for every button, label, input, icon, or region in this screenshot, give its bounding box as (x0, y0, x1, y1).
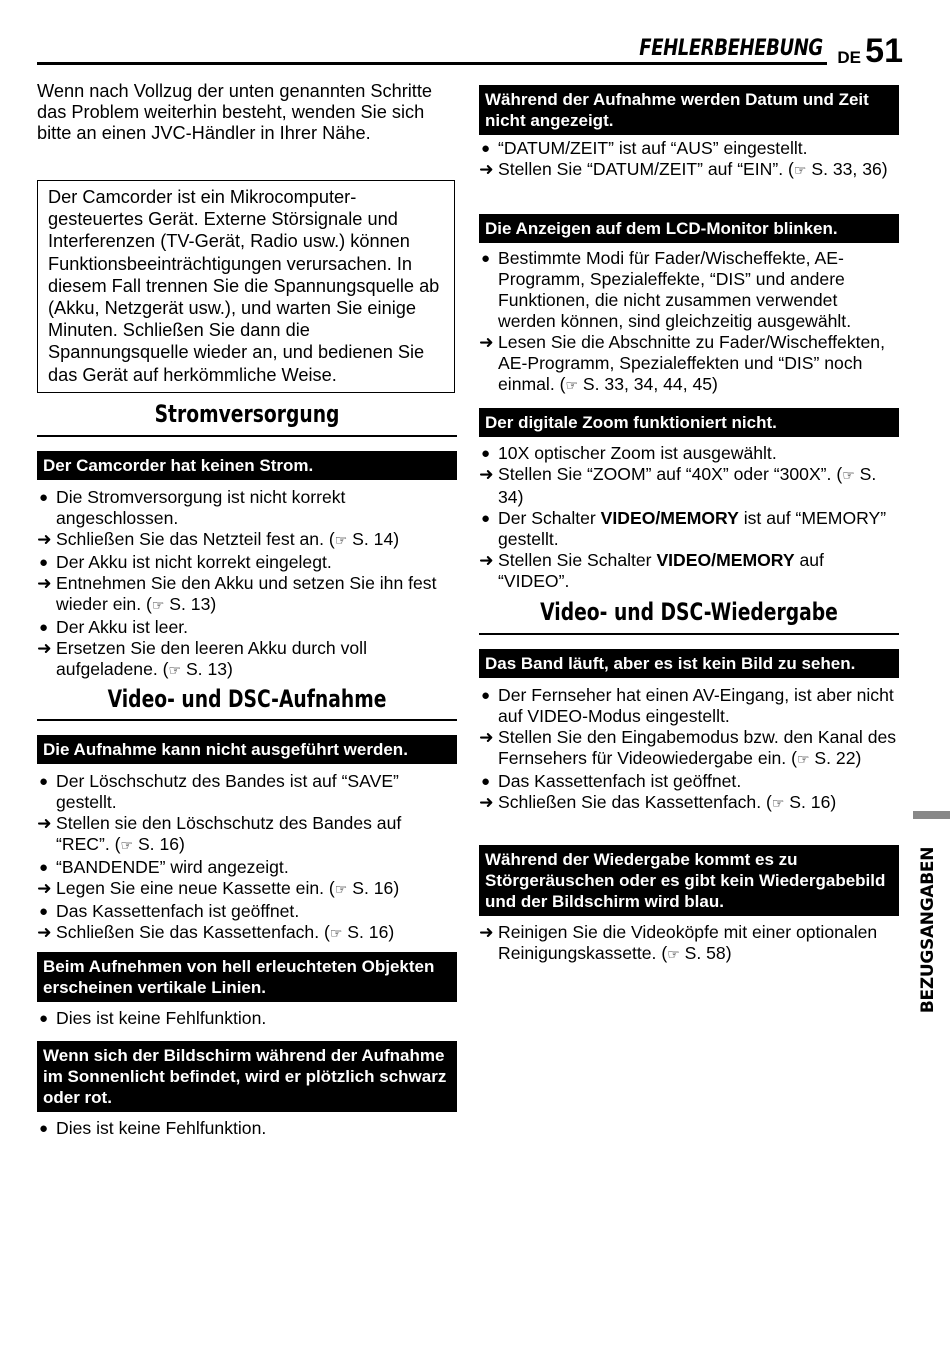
list-item: ➜ Stellen sie den Löschschutz des Bandes auf “REC”. (☞ S. 16) (37, 813, 402, 854)
list-item: ● Der Akku ist leer. (39, 617, 189, 637)
list-item: ● 10X optischer Zoom ist ausgewählt. (481, 443, 777, 463)
list-item: ➜ Stellen Sie den Eingabemodus bzw. den Kanal des Fernsehers für Videowiedergabe ein. (☞ S. 22) (479, 727, 897, 768)
list-item: ➜ Ersetzen Sie den leeren Akku durch voll aufgeladene. (☞ S. 13) (37, 638, 368, 679)
section-rule (37, 719, 457, 721)
list-item: ● Der Akku ist nicht korrekt eingelegt. (39, 552, 332, 572)
problem-title-vertical-lines: Beim Aufnehmen von hell erleuchteten Objekten erscheinen vertikale Linien. (37, 952, 457, 1002)
page-number: 51 (865, 32, 903, 70)
problem-list-vertical-lines (37, 1008, 457, 1029)
list-item: ➜ Schließen Sie das Netzteil fest an. (☞ S. 14) (37, 529, 400, 549)
side-tab-label: BEZUGSANGABEN (918, 846, 938, 1014)
problem-title-lcd-blink: Die Anzeigen auf dem LCD-Monitor blinken. (479, 214, 899, 243)
list-item: ● Dies ist keine Fehlfunktion. (39, 1118, 267, 1138)
list-item: ➜ Reinigen Sie die Videoköpfe mit einer optionalen Reinigungskassette. (☞ S. 58) (479, 922, 878, 963)
problem-list-no-picture (479, 685, 899, 815)
problem-list-lcd-blink (479, 248, 899, 397)
problem-list-digital-zoom (479, 443, 899, 592)
page-header (37, 34, 905, 70)
problem-list-no-power (37, 487, 457, 682)
section-title-power: Stromversorgung (154, 400, 340, 428)
list-item: ● Das Kassettenfach ist geöffnet. (39, 901, 300, 921)
note-box: Der Camcorder ist ein Mikrocomputer-gesteuertes Gerät. Externe Störsignale und Interferenzen (TV-Gerät, Radio usw.) können Funktionsbeeinträchtigungen verursachen. In diesem Fall trennen Sie die Spannungsquelle ab (Akku, Netzgerät usw.), und warten Sie einige Minuten. Schließen Sie dann die Spannungsquelle wieder an, und bedienen Sie das Gerät auf herkömmliche Weise. (37, 180, 455, 393)
section-title-recording: Video- und DSC-Aufnahme (107, 685, 387, 713)
header-title: FEHLERBEHEBUNG (639, 36, 823, 61)
list-item: ● Der Fernseher hat einen AV-Eingang, ist aber nicht auf VIDEO-Modus eingestellt. (481, 685, 894, 726)
list-item: ➜ Stellen Sie “ZOOM” auf “40X” oder “300X”. (☞ S. 34) (479, 464, 877, 507)
header-rule (37, 62, 827, 65)
side-tab-marker (913, 811, 950, 819)
list-item: ● Der Schalter VIDEO/MEMORY ist auf “MEMORY” gestellt. (481, 508, 887, 549)
list-item: ● Dies ist keine Fehlfunktion. (39, 1008, 267, 1028)
problem-title-date-time: Während der Aufnahme werden Datum und Zeit nicht angezeigt. (479, 85, 899, 135)
header-language: DE (837, 48, 861, 67)
list-item: ● Der Löschschutz des Bandes ist auf “SAVE” gestellt. (39, 771, 399, 812)
list-item: ➜ Stellen Sie “DATUM/ZEIT” auf “EIN”. (☞ S. 33, 36) (479, 159, 888, 179)
section-rule (37, 435, 457, 437)
list-item: ➜ Legen Sie eine neue Kassette ein. (☞ S. 16) (37, 878, 400, 898)
problem-list-date-time (479, 138, 899, 182)
intro-text: Wenn nach Vollzug der unten genannten Schritte das Problem weiterhin besteht, wenden Sie sich bitte an einen JVC-Händler in Ihrer Nähe. (37, 81, 433, 143)
section-title-playback: Video- und DSC-Wiedergabe (540, 598, 838, 626)
list-item: ● Die Stromversorgung ist nicht korrekt angeschlossen. (39, 487, 346, 528)
list-item: ● Bestimmte Modi für Fader/Wischeffekte, AE-Programm, Spezialeffekte, “DIS” und andere Funktionen, die nicht zusammen verwendet werden können, sind gleichzeitig ausgewählt. (481, 248, 852, 331)
problem-title-no-record: Die Aufnahme kann nicht ausgeführt werden. (37, 735, 457, 764)
list-item: ● Das Kassettenfach ist geöffnet. (481, 771, 742, 791)
list-item: ➜ Lesen Sie die Abschnitte zu Fader/Wischeffekten, AE-Programm, Spezialeffekten und “DIS” noch einmal. (☞ S. 33, 34, 44, 45) (479, 332, 885, 394)
problem-title-digital-zoom: Der digitale Zoom funktioniert nicht. (479, 408, 899, 437)
problem-list-no-record (37, 771, 457, 945)
problem-list-noise (479, 922, 899, 966)
problem-title-sunlight: Wenn sich der Bildschirm während der Aufnahme im Sonnenlicht befindet, wird er plötzlich schwarz oder rot. (37, 1041, 457, 1112)
list-item: ➜ Schließen Sie das Kassettenfach. (☞ S. 16) (479, 792, 837, 812)
list-item: ➜ Entnehmen Sie den Akku und setzen Sie ihn fest wieder ein. (☞ S. 13) (37, 573, 437, 614)
problem-list-sunlight (37, 1118, 457, 1139)
problem-title-noise: Während der Wiedergabe kommt es zu Störgeräuschen oder es gibt kein Wiedergabebild und der Bildschirm wird blau. (479, 845, 899, 916)
problem-title-no-power: Der Camcorder hat keinen Strom. (37, 451, 457, 480)
list-item: ● “DATUM/ZEIT” ist auf “AUS” eingestellt. (481, 138, 808, 158)
section-rule (479, 633, 899, 635)
list-item: ➜ Schließen Sie das Kassettenfach. (☞ S. 16) (37, 922, 395, 942)
list-item: ● “BANDENDE” wird angezeigt. (39, 857, 289, 877)
list-item: ➜ Stellen Sie Schalter VIDEO/MEMORY auf “VIDEO”. (479, 550, 824, 591)
problem-title-no-picture: Das Band läuft, aber es ist kein Bild zu sehen. (479, 649, 899, 678)
